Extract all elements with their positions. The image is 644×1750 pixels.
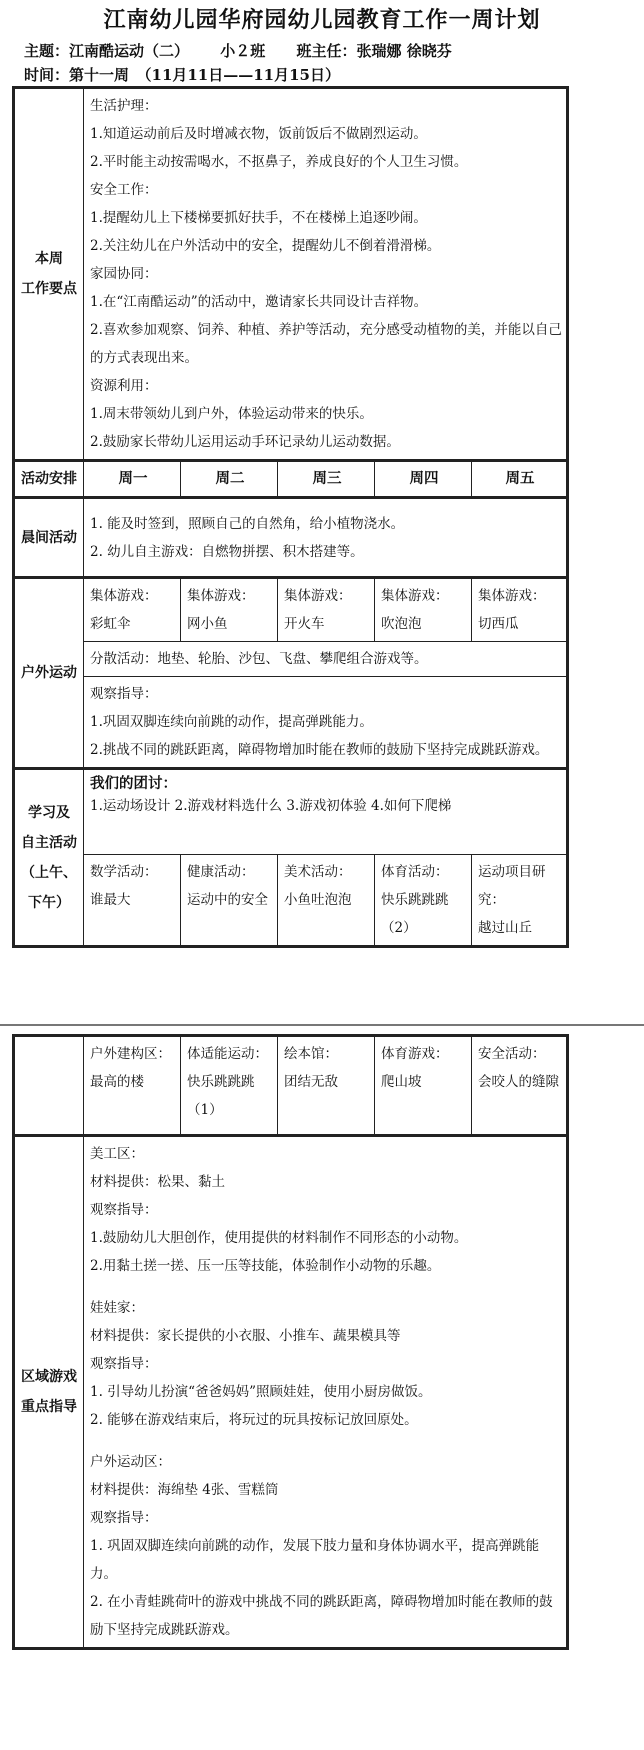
key-point-line: 1.提醒幼儿上下楼梯要抓好扶手，不在楼梯上追逐吵闹。 [90, 210, 427, 226]
key-point-line: 家园协同： [90, 266, 158, 282]
plan-table-page-1 [12, 86, 569, 948]
day-header-thu: 周四 [375, 461, 472, 498]
day-header-tue: 周二 [181, 461, 278, 498]
learning-activity-fri: 运动项目研究： 越过山丘 [472, 855, 568, 947]
group-discussion-title: 我们的团讨： [90, 775, 177, 792]
learning-activity-2-wed: 绘本馆： 团结无敌 [278, 1036, 375, 1136]
area-section-item: 1.鼓励幼儿大胆创作，使用提供的材料制作不同形态的小动物。 [90, 1230, 468, 1246]
time-label: 时间：第十一周 （11月11日——11月15日） [24, 66, 340, 84]
outdoor-game-thu: 集体游戏： 吹泡泡 [375, 578, 472, 642]
area-section-item: 2.用黏土搓一搓、压一压等技能，体验制作小动物的乐趣。 [90, 1258, 441, 1274]
learning-activities-row-2 [14, 1036, 568, 1136]
area-section-material: 材料提供：海绵垫 4张、雪糕筒 [90, 1482, 279, 1498]
outdoor-guide: 观察指导： 1.巩固双脚连续向前跳的动作，提高弹跳能力。 2.挑战不同的跳跃距离，障碍物增加时能在教师的鼓励下坚持完成跳跃游戏。 [84, 677, 568, 769]
plan-table-page-2 [12, 1034, 569, 1650]
area-section-item: 1. 引导幼儿扮演“爸爸妈妈”照顾娃娃，使用小厨房做饭。 [90, 1384, 432, 1400]
area-section-name: 娃娃家： [90, 1300, 144, 1316]
area-section-material: 材料提供：松果、黏土 [90, 1174, 225, 1190]
key-point-line: 资源利用： [90, 378, 158, 394]
learning-activity-2-mon: 户外建构区： 最高的楼 [84, 1036, 181, 1136]
document-title: 江南幼儿园华府园幼儿园教育工作一周计划 [103, 7, 541, 33]
area-guidance-label: 区域游戏 重点指导 [14, 1136, 84, 1649]
key-point-line: 2.喜欢参加观察、饲养、种植、养护等活动，充分感受动植物的美，并能以自己的方式表现出来。 [90, 322, 562, 366]
learning-label-continued [14, 1036, 84, 1136]
key-point-line: 2.鼓励家长带幼儿运用运动手环记录幼儿运动数据。 [90, 434, 400, 450]
day-header-fri: 周五 [472, 461, 568, 498]
page-break [0, 1024, 644, 1026]
morning-row [14, 498, 568, 578]
group-discussion-topics: 1.运动场设计 2.游戏材料选什么 3.游戏初体验 4.如何下爬梯 [90, 798, 452, 814]
area-section-guide: 观察指导： [90, 1202, 158, 1218]
morning-content [84, 498, 568, 578]
outdoor-guide-row [14, 677, 568, 769]
key-points-label: 本周 工作要点 [14, 88, 84, 461]
key-point-line: 生活护理： [90, 98, 158, 114]
outdoor-game-tue: 集体游戏： 网小鱼 [181, 578, 278, 642]
outdoor-game-fri: 集体游戏： 切西瓜 [472, 578, 568, 642]
area-section-guide: 观察指导： [90, 1356, 158, 1372]
outdoor-game-wed: 集体游戏： 开火车 [278, 578, 375, 642]
learning-topics [84, 769, 568, 855]
learning-label: 学习及 自主活动 （上午、 下午） [14, 769, 84, 947]
learning-activity-2-tue: 体适能运动： 快乐跳跳跳（1） [181, 1036, 278, 1136]
learning-activity-thu: 体育活动： 快乐跳跳跳（2） [375, 855, 472, 947]
learning-activity-tue: 健康活动： 运动中的安全 [181, 855, 278, 947]
class-name: 小２班 [220, 42, 266, 60]
outdoor-guide-line: 2.挑战不同的跳跃距离，障碍物增加时能在教师的鼓励下坚持完成跳跃游戏。 [90, 742, 549, 758]
key-point-line: 1.周末带领幼儿到户外，体验运动带来的快乐。 [90, 406, 373, 422]
key-point-line: 2.平时能主动按需喝水，不抠鼻子，养成良好的个人卫生习惯。 [90, 154, 468, 170]
schedule-label: 活动安排 [14, 461, 84, 498]
outdoor-scattered-row [14, 642, 568, 677]
area-section-item: 1. 巩固双脚连续向前跳的动作，发展下肢力量和身体协调水平，提高弹跳能力。 [90, 1538, 540, 1582]
learning-topics-row [14, 769, 568, 855]
key-points-row [14, 88, 568, 461]
area-section-item: 2. 在小青蛙跳荷叶的游戏中挑战不同的跳跃距离，障碍物增加时能在教师的鼓励下坚持完成跳跃游戏。 [90, 1594, 553, 1638]
key-point-line: 安全工作： [90, 182, 158, 198]
outdoor-game-mon: 集体游戏： 彩虹伞 [84, 578, 181, 642]
area-guidance-row [14, 1136, 568, 1649]
key-point-line: 2.关注幼儿在户外活动中的安全，提醒幼儿不倒着滑滑梯。 [90, 238, 441, 254]
area-section-material: 材料提供：家长提供的小衣服、小推车、蔬果模具等 [90, 1328, 401, 1344]
learning-activities-row [14, 855, 568, 947]
key-point-line: 1.在“江南酷运动”的活动中，邀请家长共同设计吉祥物。 [90, 294, 428, 310]
area-section-guide: 观察指导： [90, 1510, 158, 1526]
day-header-mon: 周一 [84, 461, 181, 498]
learning-activity-mon: 数学活动： 谁最大 [84, 855, 181, 947]
area-section-name: 户外运动区： [90, 1454, 171, 1470]
key-point-line: 1.知道运动前后及时增减衣物，饭前饭后不做剧烈运动。 [90, 126, 427, 142]
outdoor-guide-line: 1.巩固双脚连续向前跳的动作，提高弹跳能力。 [90, 714, 373, 730]
morning-label: 晨间活动 [14, 498, 84, 578]
area-section-item: 2. 能够在游戏结束后，将玩过的玩具按标记放回原处。 [90, 1412, 418, 1428]
outdoor-label: 户外运动 [14, 578, 84, 769]
area-section-name: 美工区： [90, 1146, 144, 1162]
morning-line: 1. 能及时签到，照顾自己的自然角，给小植物浇水。 [90, 515, 405, 532]
theme-label: 主题：江南酷运动（二） [24, 42, 190, 60]
schedule-header-row [14, 461, 568, 498]
learning-activity-2-fri: 安全活动： 会咬人的缝隙 [472, 1036, 568, 1136]
outdoor-scattered: 分散活动：地垫、轮胎、沙包、飞盘、攀爬组合游戏等。 [84, 642, 568, 677]
learning-activity-2-thu: 体育游戏： 爬山坡 [375, 1036, 472, 1136]
header-info-row [24, 40, 478, 61]
outdoor-games-row [14, 578, 568, 642]
morning-line: 2. 幼儿自主游戏：自燃物拼摆、积木搭建等。 [90, 543, 364, 560]
area-guidance-content [84, 1136, 568, 1649]
key-points-content [84, 88, 568, 461]
teacher-label: 班主任：张瑞娜 徐晓芬 [296, 42, 452, 60]
learning-activity-wed: 美术活动： 小鱼吐泡泡 [278, 855, 375, 947]
day-header-wed: 周三 [278, 461, 375, 498]
